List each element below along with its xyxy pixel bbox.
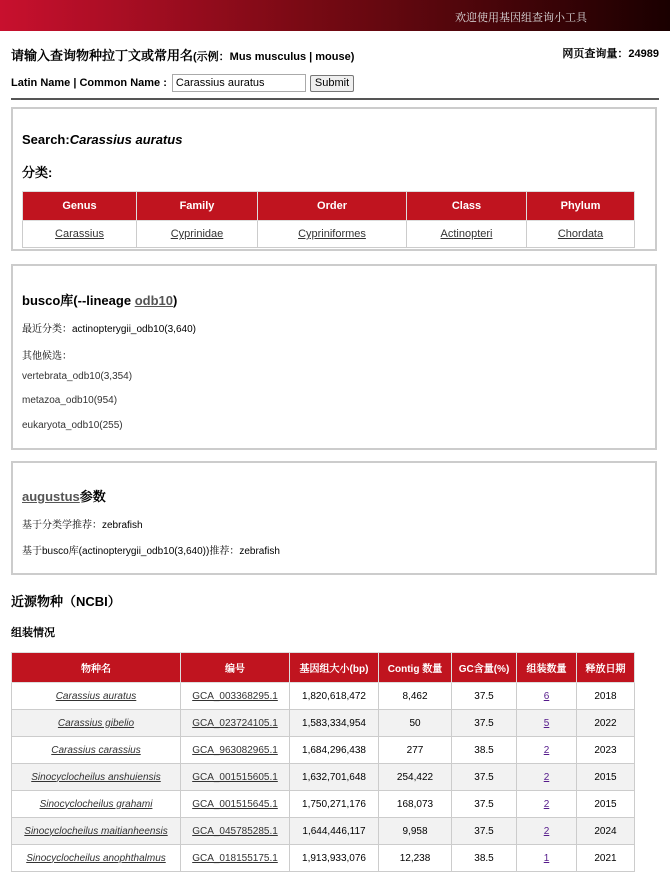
cell-genus (23, 221, 137, 248)
busco-other-item: vertebrata_odb10(3,354) (22, 371, 133, 382)
busco-panel (11, 264, 657, 450)
genus-link[interactable]: Carassius (55, 228, 104, 240)
gc-content-cell: 37.5 (452, 683, 517, 710)
contig-count-cell: 12,238 (379, 845, 452, 872)
genome-size-cell: 1,644,446,117 (290, 818, 379, 845)
genome-size-cell: 1,750,271,176 (290, 791, 379, 818)
taxonomy-value-row (23, 221, 635, 248)
counter-label: 网页查询量： (562, 48, 629, 60)
augustus-busco (22, 542, 280, 557)
busco-recent (22, 320, 196, 335)
assembly-table (11, 652, 635, 872)
assembly-count-cell (517, 845, 577, 872)
contig-count-cell: 277 (379, 737, 452, 764)
table-row (12, 683, 635, 710)
title-text: 请输入查询物种拉丁文或常用名 (11, 48, 194, 63)
augustus-panel (11, 461, 657, 575)
taxonomy-header-row (23, 192, 635, 221)
col-contig-count: Contig 数量 (379, 653, 452, 683)
table-row (12, 791, 635, 818)
species-link[interactable]: Sinocyclocheilus maitianheensis (24, 825, 168, 837)
assembly-count-link[interactable]: 6 (543, 690, 550, 702)
cell-phylum (527, 221, 635, 248)
assembly-count-cell (517, 791, 577, 818)
welcome-text: 欢迎使用基因组查询小工具 (455, 12, 587, 24)
gc-content-cell: 38.5 (452, 845, 517, 872)
assembly-header-row (12, 653, 635, 683)
col-release-date: 释放日期 (577, 653, 635, 683)
accession-link[interactable]: GCA_018155175.1 (192, 852, 278, 864)
table-row (12, 818, 635, 845)
header-family: Family (137, 192, 258, 221)
species-link[interactable]: Sinocyclocheilus anshuiensis (31, 771, 161, 783)
search-form (11, 74, 354, 92)
augustus-heading-suffix: 参数 (79, 489, 106, 504)
header-genus: Genus (23, 192, 137, 221)
submit-button[interactable]: Submit (310, 75, 354, 92)
augustus-link[interactable]: augustus (22, 489, 80, 504)
accession-link[interactable]: GCA_963082965.1 (192, 744, 278, 756)
genome-size-cell: 1,913,933,076 (290, 845, 379, 872)
assembly-count-cell (517, 818, 577, 845)
assembly-count-cell (517, 683, 577, 710)
page-title (11, 45, 354, 64)
col-gc-content: GC含量(%) (452, 653, 517, 683)
species-link[interactable]: Carassius auratus (55, 690, 137, 702)
augustus-tax (22, 516, 143, 531)
col-accession: 编号 (181, 653, 290, 683)
cell-order (258, 221, 407, 248)
assembly-subheading: 组装情况 (11, 627, 55, 639)
assembly-count-cell (517, 737, 577, 764)
release-date-cell: 2018 (577, 683, 635, 710)
accession-cell (181, 737, 290, 764)
gc-content-cell: 38.5 (452, 737, 517, 764)
family-link[interactable]: Cyprinidae (170, 228, 224, 240)
header-phylum: Phylum (527, 192, 635, 221)
busco-recent-label: 最近分类： (22, 324, 72, 335)
search-heading (22, 132, 182, 147)
busco-heading-suffix: ) (172, 293, 178, 308)
assembly-table-body (12, 683, 635, 872)
genome-size-cell: 1,632,701,648 (290, 764, 379, 791)
counter-value: 24989 (628, 48, 659, 60)
ncbi-heading: 近源物种（NCBI） (11, 594, 121, 609)
taxonomy-heading: 分类: (22, 165, 53, 180)
divider (11, 98, 659, 100)
gc-content-cell: 37.5 (452, 710, 517, 737)
table-row (12, 764, 635, 791)
augustus-busco-value: zebrafish (239, 546, 280, 557)
header-class: Class (407, 192, 527, 221)
genome-size-cell: 1,583,334,954 (290, 710, 379, 737)
busco-other-item: metazoa_odb10(954) (22, 395, 118, 406)
col-species: 物种名 (12, 653, 181, 683)
search-input[interactable] (172, 74, 306, 92)
species-cell (12, 737, 181, 764)
species-cell (12, 764, 181, 791)
accession-link[interactable]: GCA_001515605.1 (192, 771, 278, 783)
genome-size-cell: 1,820,618,472 (290, 683, 379, 710)
augustus-busco-label: 基于busco库(actinopterygii_odb10(3,640))推荐： (22, 546, 240, 557)
search-prefix: Search: (22, 132, 70, 147)
query-counter (562, 45, 659, 61)
release-date-cell: 2015 (577, 791, 635, 818)
contig-count-cell: 8,462 (379, 683, 452, 710)
gc-content-cell: 37.5 (452, 791, 517, 818)
assembly-count-link[interactable]: 2 (543, 744, 550, 756)
species-link[interactable]: Carassius carassius (51, 744, 141, 756)
release-date-cell: 2022 (577, 710, 635, 737)
augustus-tax-label: 基于分类学推荐： (22, 520, 102, 531)
gc-content-cell: 37.5 (452, 764, 517, 791)
col-genome-size: 基因组大小(bp) (290, 653, 379, 683)
busco-others-label: 其他候选： (22, 351, 72, 362)
search-label: Latin Name | Common Name : (11, 77, 167, 89)
assembly-count-link[interactable]: 2 (543, 798, 550, 810)
table-row (12, 737, 635, 764)
header-order: Order (258, 192, 407, 221)
release-date-cell: 2023 (577, 737, 635, 764)
accession-cell (181, 791, 290, 818)
accession-link[interactable]: GCA_045785285.1 (192, 825, 278, 837)
col-assembly-count: 组装数量 (517, 653, 577, 683)
busco-other-item: eukaryota_odb10(255) (22, 420, 123, 431)
cell-family (137, 221, 258, 248)
accession-link[interactable]: GCA_001515645.1 (192, 798, 278, 810)
busco-heading-prefix: busco库(--lineage (22, 293, 135, 308)
assembly-count-link[interactable]: 5 (543, 717, 550, 729)
species-cell (12, 683, 181, 710)
accession-cell (181, 845, 290, 872)
phylum-link[interactable]: Chordata (557, 228, 604, 240)
contig-count-cell: 9,958 (379, 818, 452, 845)
species-cell (12, 818, 181, 845)
contig-count-cell: 168,073 (379, 791, 452, 818)
accession-cell (181, 710, 290, 737)
top-banner (0, 0, 670, 31)
busco-recent-value: actinopterygii_odb10(3,640) (72, 324, 196, 335)
cell-class (407, 221, 527, 248)
accession-cell (181, 818, 290, 845)
assembly-count-link[interactable]: 2 (543, 771, 550, 783)
order-link[interactable]: Cypriniformes (298, 228, 366, 240)
class-link[interactable]: Actinopteri (440, 228, 493, 240)
accession-link[interactable]: GCA_003368295.1 (192, 690, 278, 702)
accession-cell (181, 764, 290, 791)
taxonomy-table (22, 191, 635, 248)
augustus-heading (22, 486, 106, 505)
busco-heading (22, 290, 177, 309)
species-cell (12, 791, 181, 818)
contig-count-cell: 50 (379, 710, 452, 737)
gc-content-cell: 37.5 (452, 818, 517, 845)
species-link[interactable]: Carassius gibelio (57, 717, 135, 729)
odb10-link[interactable]: odb10 (134, 293, 173, 308)
assembly-count-cell (517, 710, 577, 737)
release-date-cell: 2024 (577, 818, 635, 845)
contig-count-cell: 254,422 (379, 764, 452, 791)
species-cell (12, 710, 181, 737)
title-example: (示例：Mus musculus | mouse) (193, 51, 355, 63)
assembly-count-link[interactable]: 1 (543, 852, 550, 864)
assembly-count-link[interactable]: 2 (543, 825, 550, 837)
accession-cell (181, 683, 290, 710)
species-link[interactable]: Sinocyclocheilus anophthalmus (26, 852, 166, 864)
species-cell (12, 845, 181, 872)
genome-size-cell: 1,684,296,438 (290, 737, 379, 764)
accession-link[interactable]: GCA_023724105.1 (192, 717, 278, 729)
table-row (12, 710, 635, 737)
table-row (12, 845, 635, 872)
search-species: Carassius auratus (69, 132, 183, 147)
release-date-cell: 2015 (577, 764, 635, 791)
taxonomy-panel (11, 107, 657, 251)
assembly-count-cell (517, 764, 577, 791)
release-date-cell: 2021 (577, 845, 635, 872)
species-link[interactable]: Sinocyclocheilus grahami (39, 798, 153, 810)
augustus-tax-value: zebrafish (102, 520, 143, 531)
